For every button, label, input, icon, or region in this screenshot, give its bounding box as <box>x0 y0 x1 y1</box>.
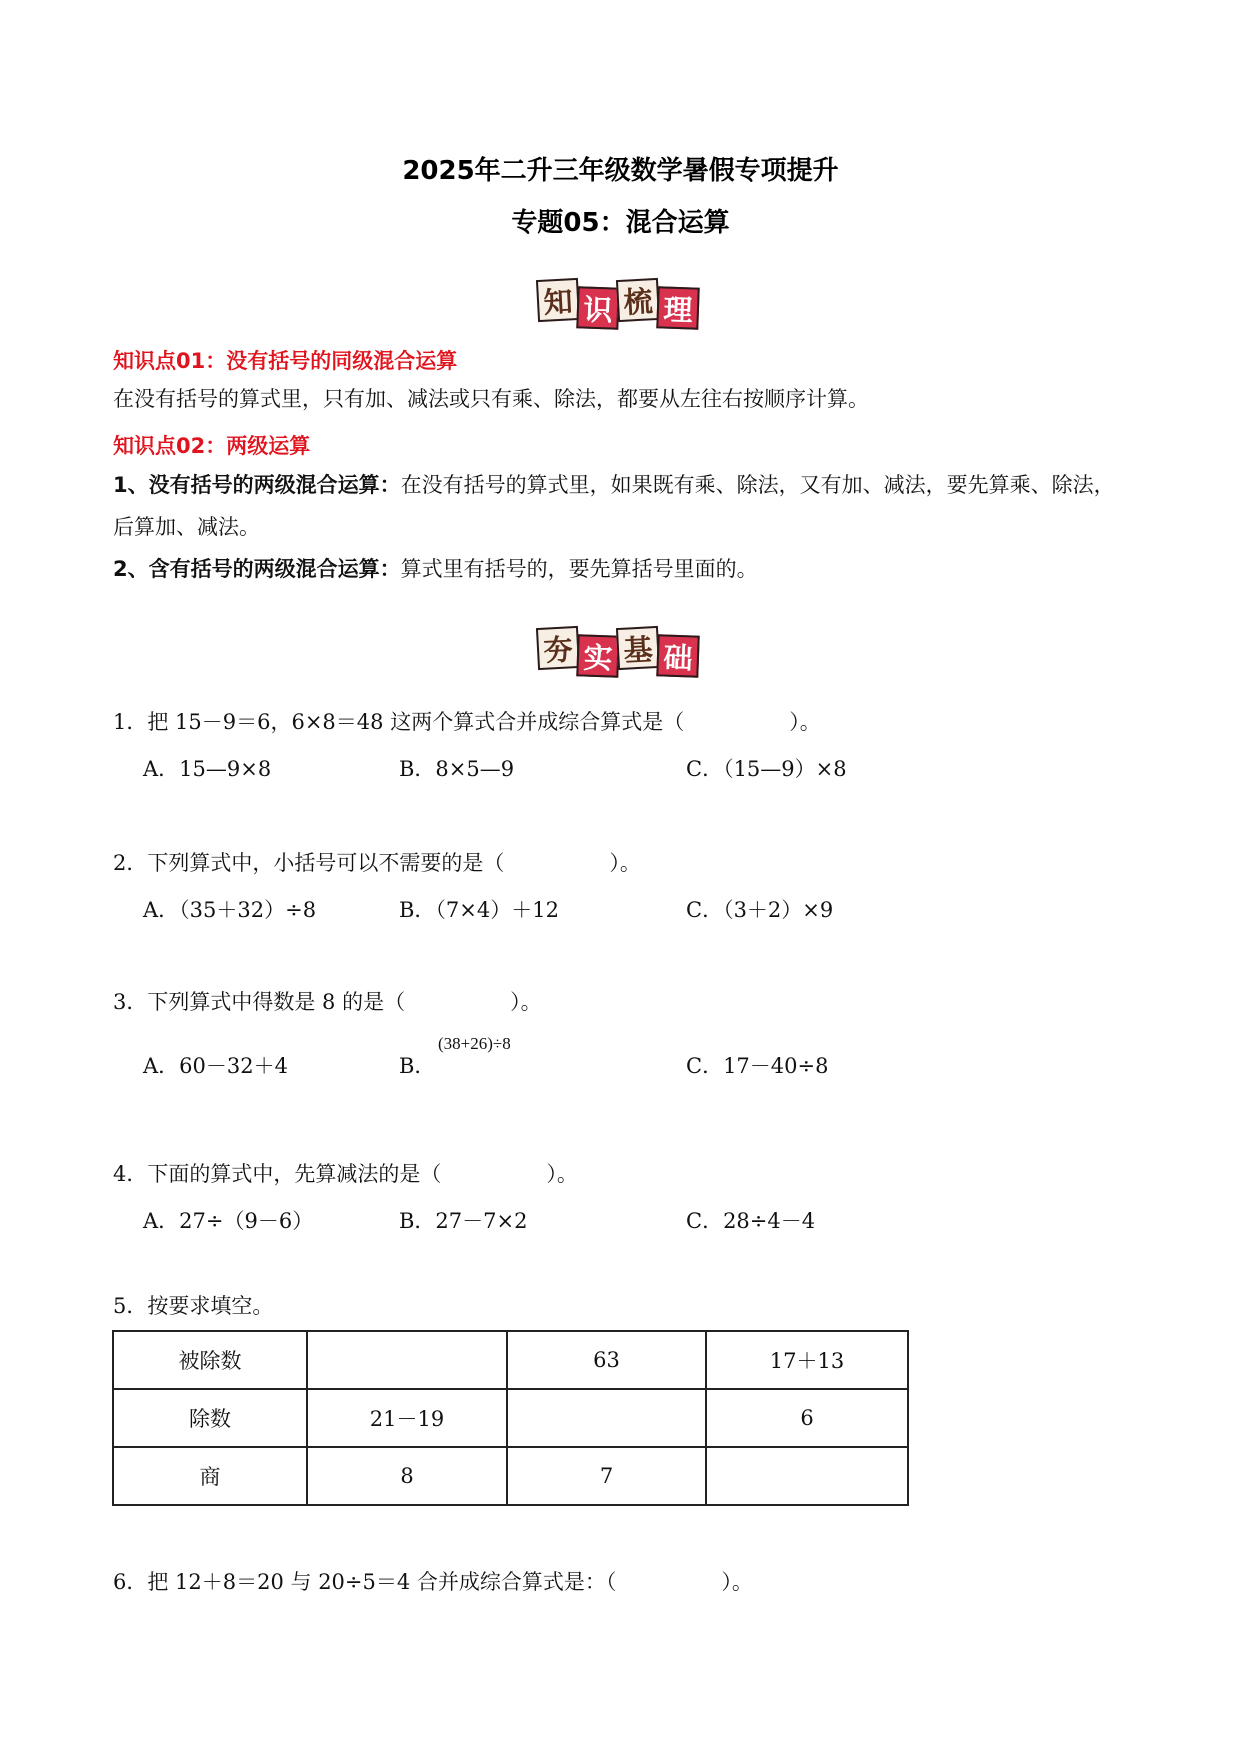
banner-tile: 础 <box>656 634 699 677</box>
question-1-option-c: C．（15—9）×8 <box>686 757 847 781</box>
banner-tile: 知 <box>536 278 580 322</box>
table-row <box>113 1331 908 1389</box>
table-cell: 被除数 <box>113 1331 307 1389</box>
knowledge-point-1-title: 知识点01：没有括号的同级混合运算 <box>113 349 458 373</box>
banner-tile: 基 <box>616 626 660 670</box>
question-3-option-b-expression: (38+26)÷8 <box>438 1034 511 1053</box>
table-cell: 6 <box>706 1389 908 1447</box>
question-2-option-c: C．（3＋2）×9 <box>686 898 834 922</box>
table-cell: 商 <box>113 1447 307 1505</box>
knowledge-point-2-item-1 <box>113 464 1133 548</box>
question-3-option-b: B． <box>399 1054 436 1078</box>
table-row <box>113 1389 908 1447</box>
item-2-heading: 2、含有括号的两级混合运算： <box>113 557 401 581</box>
banner-tile: 梳 <box>616 278 660 322</box>
table-cell: 8 <box>307 1447 507 1505</box>
question-3-option-a: A．60－32＋4 <box>143 1054 288 1078</box>
question-4-option-b: B．27－7×2 <box>399 1209 528 1233</box>
table-cell: 17＋13 <box>706 1331 908 1389</box>
item-2-text: 算式里有括号的，要先算括号里面的。 <box>400 557 758 581</box>
item-1-text: 在没有括号的算式里，如果既有乘、除法，又有加、减法，要先算乘、除法，后算加、减法。 <box>113 473 1115 539</box>
question-3-stem: 3．下列算式中得数是 8 的是（ ）。 <box>113 990 542 1014</box>
question-2-option-b: B．（7×4）＋12 <box>399 898 559 922</box>
table-cell: 除数 <box>113 1389 307 1447</box>
question-4-option-c: C．28÷4－4 <box>686 1209 816 1233</box>
question-5-stem: 5．按要求填空。 <box>113 1294 274 1318</box>
knowledge-point-2-item-2 <box>113 548 1133 590</box>
question-1-option-b: B．8×5—9 <box>399 757 515 781</box>
page-subtitle: 专题05：混合运算 <box>511 208 730 238</box>
section-banner-practice <box>537 632 697 674</box>
table-cell[interactable] <box>706 1447 908 1505</box>
banner-tile: 理 <box>656 286 699 329</box>
question-1-stem: 1．把 15－9＝6，6×8＝48 这两个算式合并成综合算式是（ ）。 <box>113 710 821 734</box>
knowledge-point-1-text: 在没有括号的算式里，只有加、减法或只有乘、除法，都要从左往右按顺序计算。 <box>113 387 869 411</box>
question-4-option-a: A．27÷（9－6） <box>143 1209 314 1233</box>
question-1-option-a: A．15—9×8 <box>143 757 272 781</box>
table-cell[interactable] <box>507 1389 706 1447</box>
section-banner-knowledge <box>537 284 697 326</box>
banner-tile: 识 <box>576 286 619 329</box>
item-1-heading: 1、没有括号的两级混合运算： <box>113 473 401 497</box>
table-cell: 21－19 <box>307 1389 507 1447</box>
question-6-stem: 6．把 12＋8＝20 与 20÷5＝4 合并成综合算式是：（ ）。 <box>113 1570 753 1594</box>
table-cell: 63 <box>507 1331 706 1389</box>
question-2-stem: 2．下列算式中，小括号可以不需要的是（ ）。 <box>113 851 641 875</box>
question-2-option-a: A．（35＋32）÷8 <box>143 898 317 922</box>
page-title: 2025年二升三年级数学暑假专项提升 <box>402 156 839 186</box>
banner-tile: 实 <box>576 634 619 677</box>
question-4-stem: 4．下面的算式中，先算减法的是（ ）。 <box>113 1162 578 1186</box>
table-cell[interactable] <box>307 1331 507 1389</box>
table-cell: 7 <box>507 1447 706 1505</box>
banner-tile: 夯 <box>536 626 580 670</box>
knowledge-point-2-title: 知识点02：两级运算 <box>113 434 311 458</box>
table-row <box>113 1447 908 1505</box>
division-fill-table <box>112 1330 909 1506</box>
question-3-option-c: C．17－40÷8 <box>686 1054 829 1078</box>
